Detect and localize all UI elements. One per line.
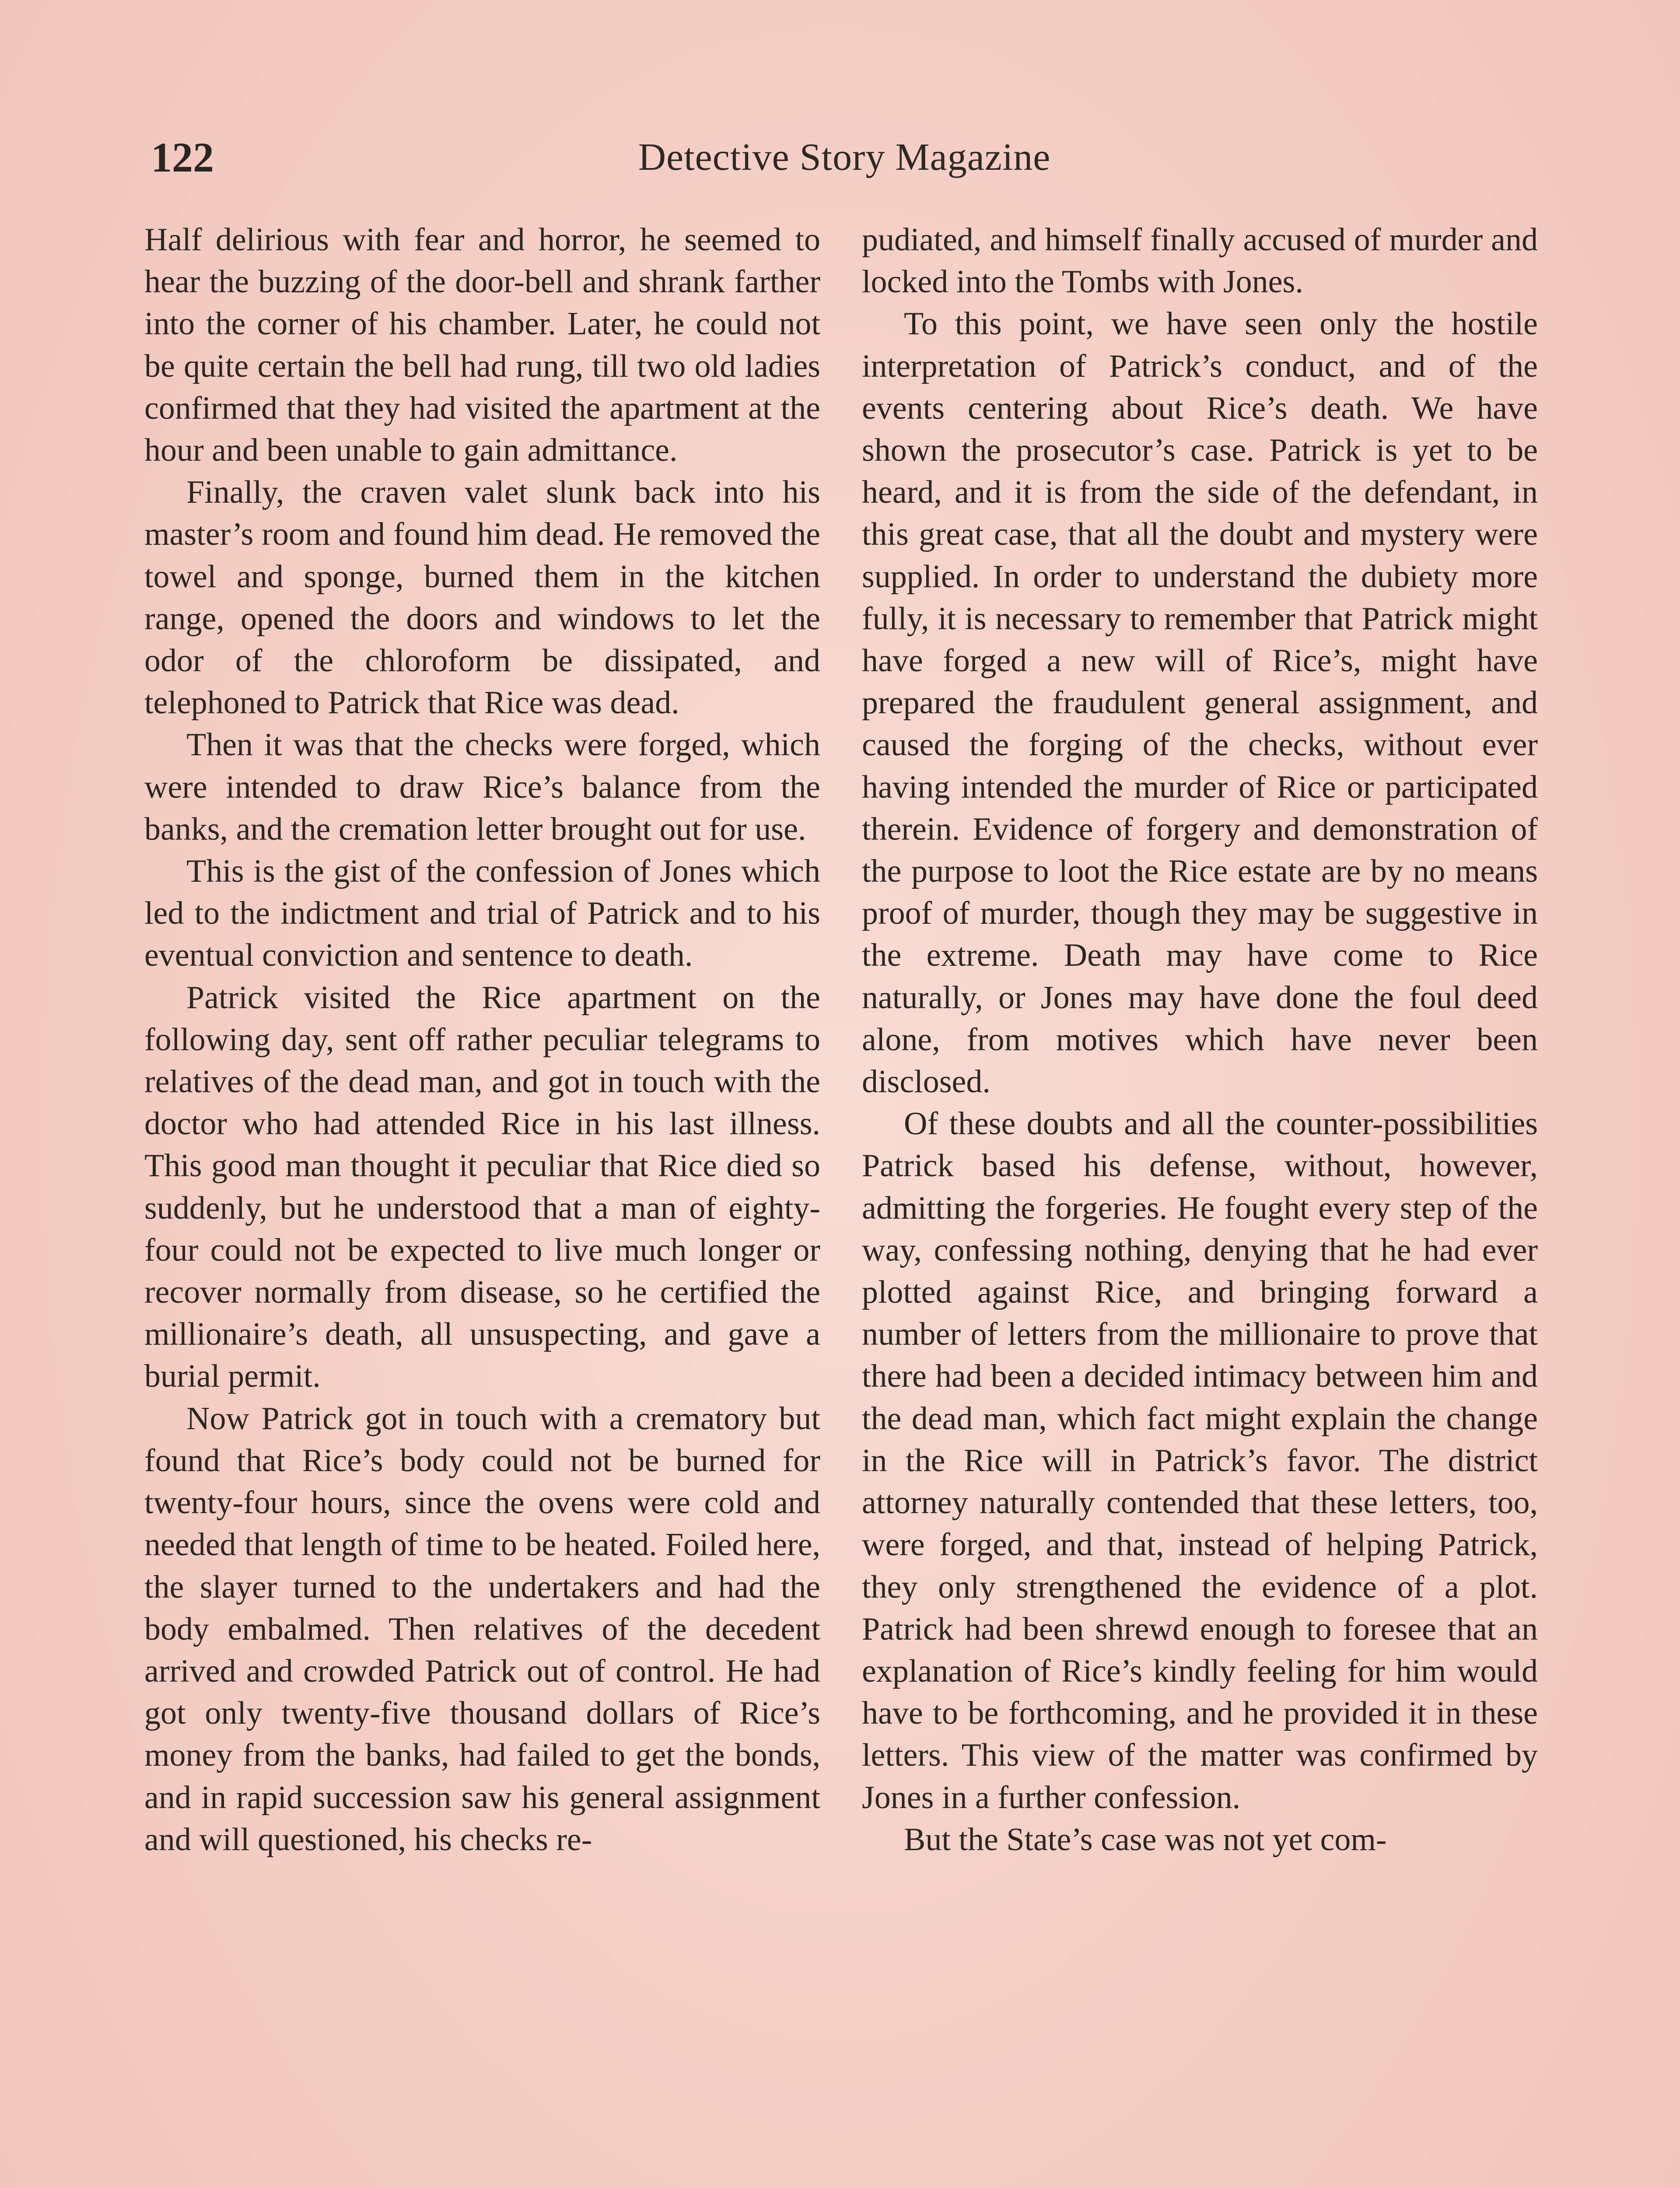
paragraph: Of these doubts and all the counter-possibilities Patrick based his defense, without, however, admitting the forgeries. He fought every step of the way, confessing nothing, denying that he had ever plotted against Rice, and bringing forward a number of letters from the millionaire to prove that there had been a decided intimacy between him and the dead man, which fact might explain the change in the Rice will in Patrick’s favor. The district attorney naturally contended that these letters, too, were forged, and that, instead of helping Patrick, they only strengthened the evidence of a plot. Patrick had been shrewd enough to foresee that an explanation of Rice’s kindly feeling for him would have to be forthcoming, and he provided it in these letters. This view of the matter was confirmed by Jones in a further confession. — [862, 1106, 1538, 1816]
paragraph: Half delirious with fear and horror, he seemed to hear the buzzing of the door-bell and shrank farther into the corner of his chamber. Later, he could not be quite certain the bell had rung, till two old ladies confirmed that they had visited the apartment at the hour and been unable to gain admittance. — [144, 222, 820, 469]
paragraph: This is the gist of the confession of Jones which led to the indictment and trial of Patrick and to his eventual conviction and sentence to death. — [144, 853, 820, 974]
paragraph: Now Patrick got in touch with a crematory but found that Rice’s body could not be burned for twenty-four hours, since the ovens were cold and needed that length of time to be heated. Foiled here, the slayer turned to the undertakers and had the body embalmed. Then relatives of the decedent arrived and crowded Patrick out of control. He had got only twenty-five thousand dollars of Rice’s money from the banks, had failed to get the bonds, and in rapid succession saw his general assignment and will questioned, his checks re- — [144, 1400, 820, 1858]
paragraph: Then it was that the checks were forged, which were intended to draw Rice’s balance from the banks, and the cremation letter brought out for use. — [144, 727, 820, 847]
left-column — [144, 219, 820, 1861]
paragraph: pudiated, and himself finally accused of murder and locked into the Tombs with Jones. — [862, 222, 1538, 300]
paragraph: But the State’s case was not yet com- — [904, 1821, 1387, 1858]
right-column — [862, 219, 1538, 1861]
paragraph: Patrick visited the Rice apartment on the following day, sent off rather peculiar telegrams to relatives of the dead man, and got in touch with the doctor who had attended Rice in his last illness. This good man thought it peculiar that Rice died so suddenly, but he understood that a man of eighty-four could not be expected to live much longer or recover normally from disease, so he certified the millionaire’s death, all unsuspecting, and gave a burial permit. — [144, 979, 820, 1395]
page-header — [144, 127, 1544, 188]
page-number: 122 — [151, 134, 214, 181]
running-title: Detective Story Magazine — [638, 136, 1051, 179]
paragraph: Finally, the craven valet slunk back into his master’s room and found him dead. He removed the towel and sponge, burned them in the kitchen range, opened the doors and windows to let the odor of the chloroform be dissipated, and telephoned to Patrick that Rice was dead. — [144, 474, 820, 721]
paragraph: To this point, we have seen only the hostile interpretation of Patrick’s conduct, and of the events centering about Rice’s death. We have shown the prosecutor’s case. Patrick is yet to be heard, and it is from the side of the defendant, in this great case, that all the doubt and mystery were supplied. In order to understand the dubiety more fully, it is necessary to remember that Patrick might have forged a new will of Rice’s, might have prepared the fraudulent general assignment, and caused the forging of the checks, without ever having intended the murder of Rice or participated therein. Evidence of forgery and demonstration of the purpose to loot the Rice estate are by no means proof of murder, though they may be suggestive in the extreme. Death may have come to Rice naturally, or Jones may have done the foul deed alone, from motives which have never been disclosed. — [862, 306, 1538, 1100]
